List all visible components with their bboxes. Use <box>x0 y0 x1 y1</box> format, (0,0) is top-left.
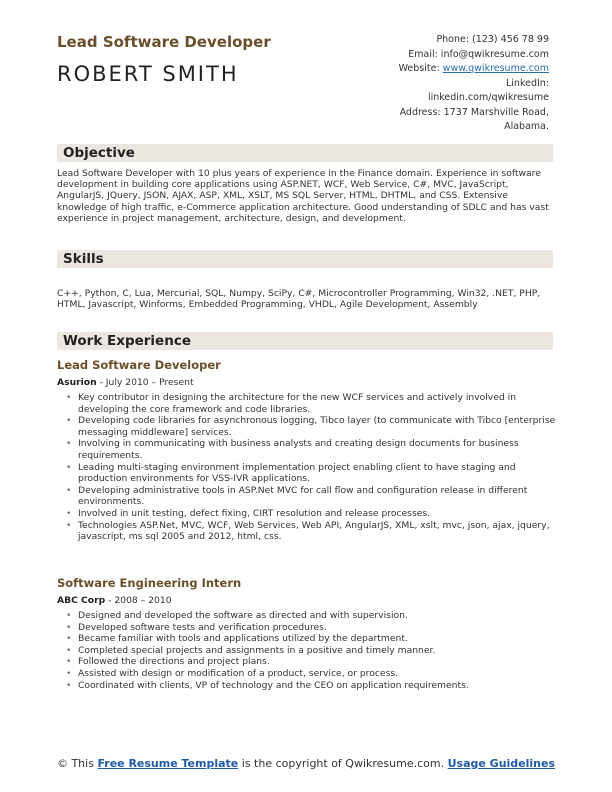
list-item-text: Leading multi-staging environment implementation project enabling client to have staging and production environments for VSS-IVR applications. <box>78 461 516 485</box>
skills-text: C++, Python, C, Lua, Mercurial, SQL, Numpy, SciPy, C#, Microcontroller Programming, Win32, .NET, PHP, HTML, Javascript, Winforms, Embedded Programming, VHDL, Agile Development, Assembly <box>57 288 541 311</box>
contact-linkedin-label: LinkedIn: <box>505 77 549 89</box>
footer-middle: is the copyright of Qwikresume.com. <box>238 757 448 770</box>
contact-block <box>319 33 549 135</box>
job-1-title: Lead Software Developer <box>57 358 221 372</box>
list-item <box>66 392 558 415</box>
job-1-company: Asurion <box>57 377 97 388</box>
bullet-icon: • <box>66 507 72 519</box>
list-item-text: Technologies ASP.Net, MVC, WCF, Web Services, Web API, AngularJS, XML, xslt, mvc, json, ajax, jquery, javascript, ms sql 2005 and 2012, html, css. <box>78 519 550 543</box>
list-item-text: Followed the directions and project plans. <box>78 656 270 668</box>
job-2-company-line <box>57 595 172 606</box>
skills-section-bar <box>57 250 553 268</box>
free-resume-template-link[interactable]: Free Resume Template <box>97 757 239 770</box>
contact-email: Email: info@qwikresume.com <box>408 48 549 60</box>
list-item <box>66 415 558 438</box>
list-item-text: Completed special projects and assignments in a positive and timely manner. <box>78 644 436 656</box>
list-item <box>66 656 558 668</box>
skills-heading: Skills <box>63 251 104 267</box>
list-item-text: Developed software tests and verification procedures. <box>78 621 327 633</box>
list-item-text: Designed and developed the software as directed and with supervision. <box>78 610 408 621</box>
bullet-icon: • <box>66 415 72 427</box>
bullet-icon: • <box>66 621 72 633</box>
list-item <box>66 438 558 461</box>
bullet-icon: • <box>66 392 72 403</box>
footer-prefix: © This <box>56 757 98 770</box>
work-section-bar <box>57 332 553 350</box>
list-item <box>66 507 558 520</box>
list-item-text: Developing code libraries for asynchronous logging, Tibco layer (to communicate with Tibco [enterprise messaging middleware] services. <box>78 415 556 438</box>
contact-phone: Phone: (123) 456 78 99 <box>436 34 549 45</box>
list-item <box>66 667 558 680</box>
work-heading: Work Experience <box>63 333 191 349</box>
contact-linkedin-value: linkedin.com/qwikresume <box>427 92 549 103</box>
job-1-dates: - July 2010 – Present <box>96 377 194 388</box>
contact-address-line1: Address: 1737 Marshville Road, <box>399 106 549 118</box>
job-2-bullet-list <box>65 610 558 691</box>
list-item <box>66 644 558 657</box>
objective-section-bar <box>57 144 553 162</box>
list-item <box>66 484 558 508</box>
bullet-icon: • <box>66 610 72 621</box>
header-job-title: Lead Software Developer <box>57 33 271 51</box>
bullet-icon: • <box>66 633 72 645</box>
contact-address-line2: Alabama. <box>504 121 549 132</box>
list-item-text: Developing administrative tools in ASP.Net MVC for call flow and configuration release in different environments. <box>78 484 528 508</box>
job-2-dates: - 2008 – 2010 <box>105 595 172 606</box>
list-item <box>66 461 558 485</box>
bullet-icon: • <box>66 644 72 656</box>
job-1-bullet-list <box>65 392 558 543</box>
contact-website <box>319 62 549 77</box>
website-link[interactable]: www.qwikresume.com <box>442 63 549 74</box>
bullet-icon: • <box>66 438 72 450</box>
list-item-text: Assisted with design or modification of a product, service, or process. <box>78 667 399 679</box>
objective-heading: Objective <box>63 145 135 161</box>
list-item-text: Involved in unit testing, defect fixing, CIRT resolution and release processes. <box>78 507 431 519</box>
job-1-company-line <box>57 377 194 388</box>
candidate-name: ROBERT SMITH <box>57 62 239 86</box>
list-item <box>66 621 558 634</box>
copyright-footer <box>0 757 612 771</box>
list-item <box>66 679 558 692</box>
usage-guidelines-link[interactable]: Usage Guidelines <box>447 757 556 770</box>
list-item-text: Key contributor in designing the architecture for the new WCF services and actively involved in developing the core framework and code libraries. <box>78 392 517 415</box>
job-2-company: ABC Corp <box>57 595 106 606</box>
list-item <box>66 633 558 645</box>
bullet-icon: • <box>66 484 72 496</box>
bullet-icon: • <box>66 519 72 531</box>
bullet-icon: • <box>66 461 72 473</box>
list-item-text: Involving in communicating with business analysts and creating design documents for business requirements. <box>78 438 519 461</box>
website-label: Website: <box>398 63 443 74</box>
bullet-icon: • <box>66 656 72 668</box>
bullet-icon: • <box>66 667 72 679</box>
list-item-text: Coordinated with clients, VP of technology and the CEO on application requirements. <box>78 679 469 691</box>
list-item <box>66 610 558 622</box>
list-item <box>66 519 558 543</box>
objective-text: Lead Software Developer with 10 plus years of experience in the Finance domain. Experience in software development in building core applications using ASP.NET, WCF, Web Service, C#, MVC, JavaScript, AngularJS, JQuery, JSON, AJAX, ASP, XML, XSLT, MS SQL Server, HTML, DHTML, and CSS. Extensive knowledge of high traffic, e-Commerce application architecture. Good understanding of SDLC and has vast experience in project management, architecture, design, and development. <box>57 168 549 224</box>
list-item-text: Became familiar with tools and applications utilized by the department. <box>78 633 408 645</box>
job-2-title: Software Engineering Intern <box>57 576 242 590</box>
bullet-icon: • <box>66 679 72 691</box>
